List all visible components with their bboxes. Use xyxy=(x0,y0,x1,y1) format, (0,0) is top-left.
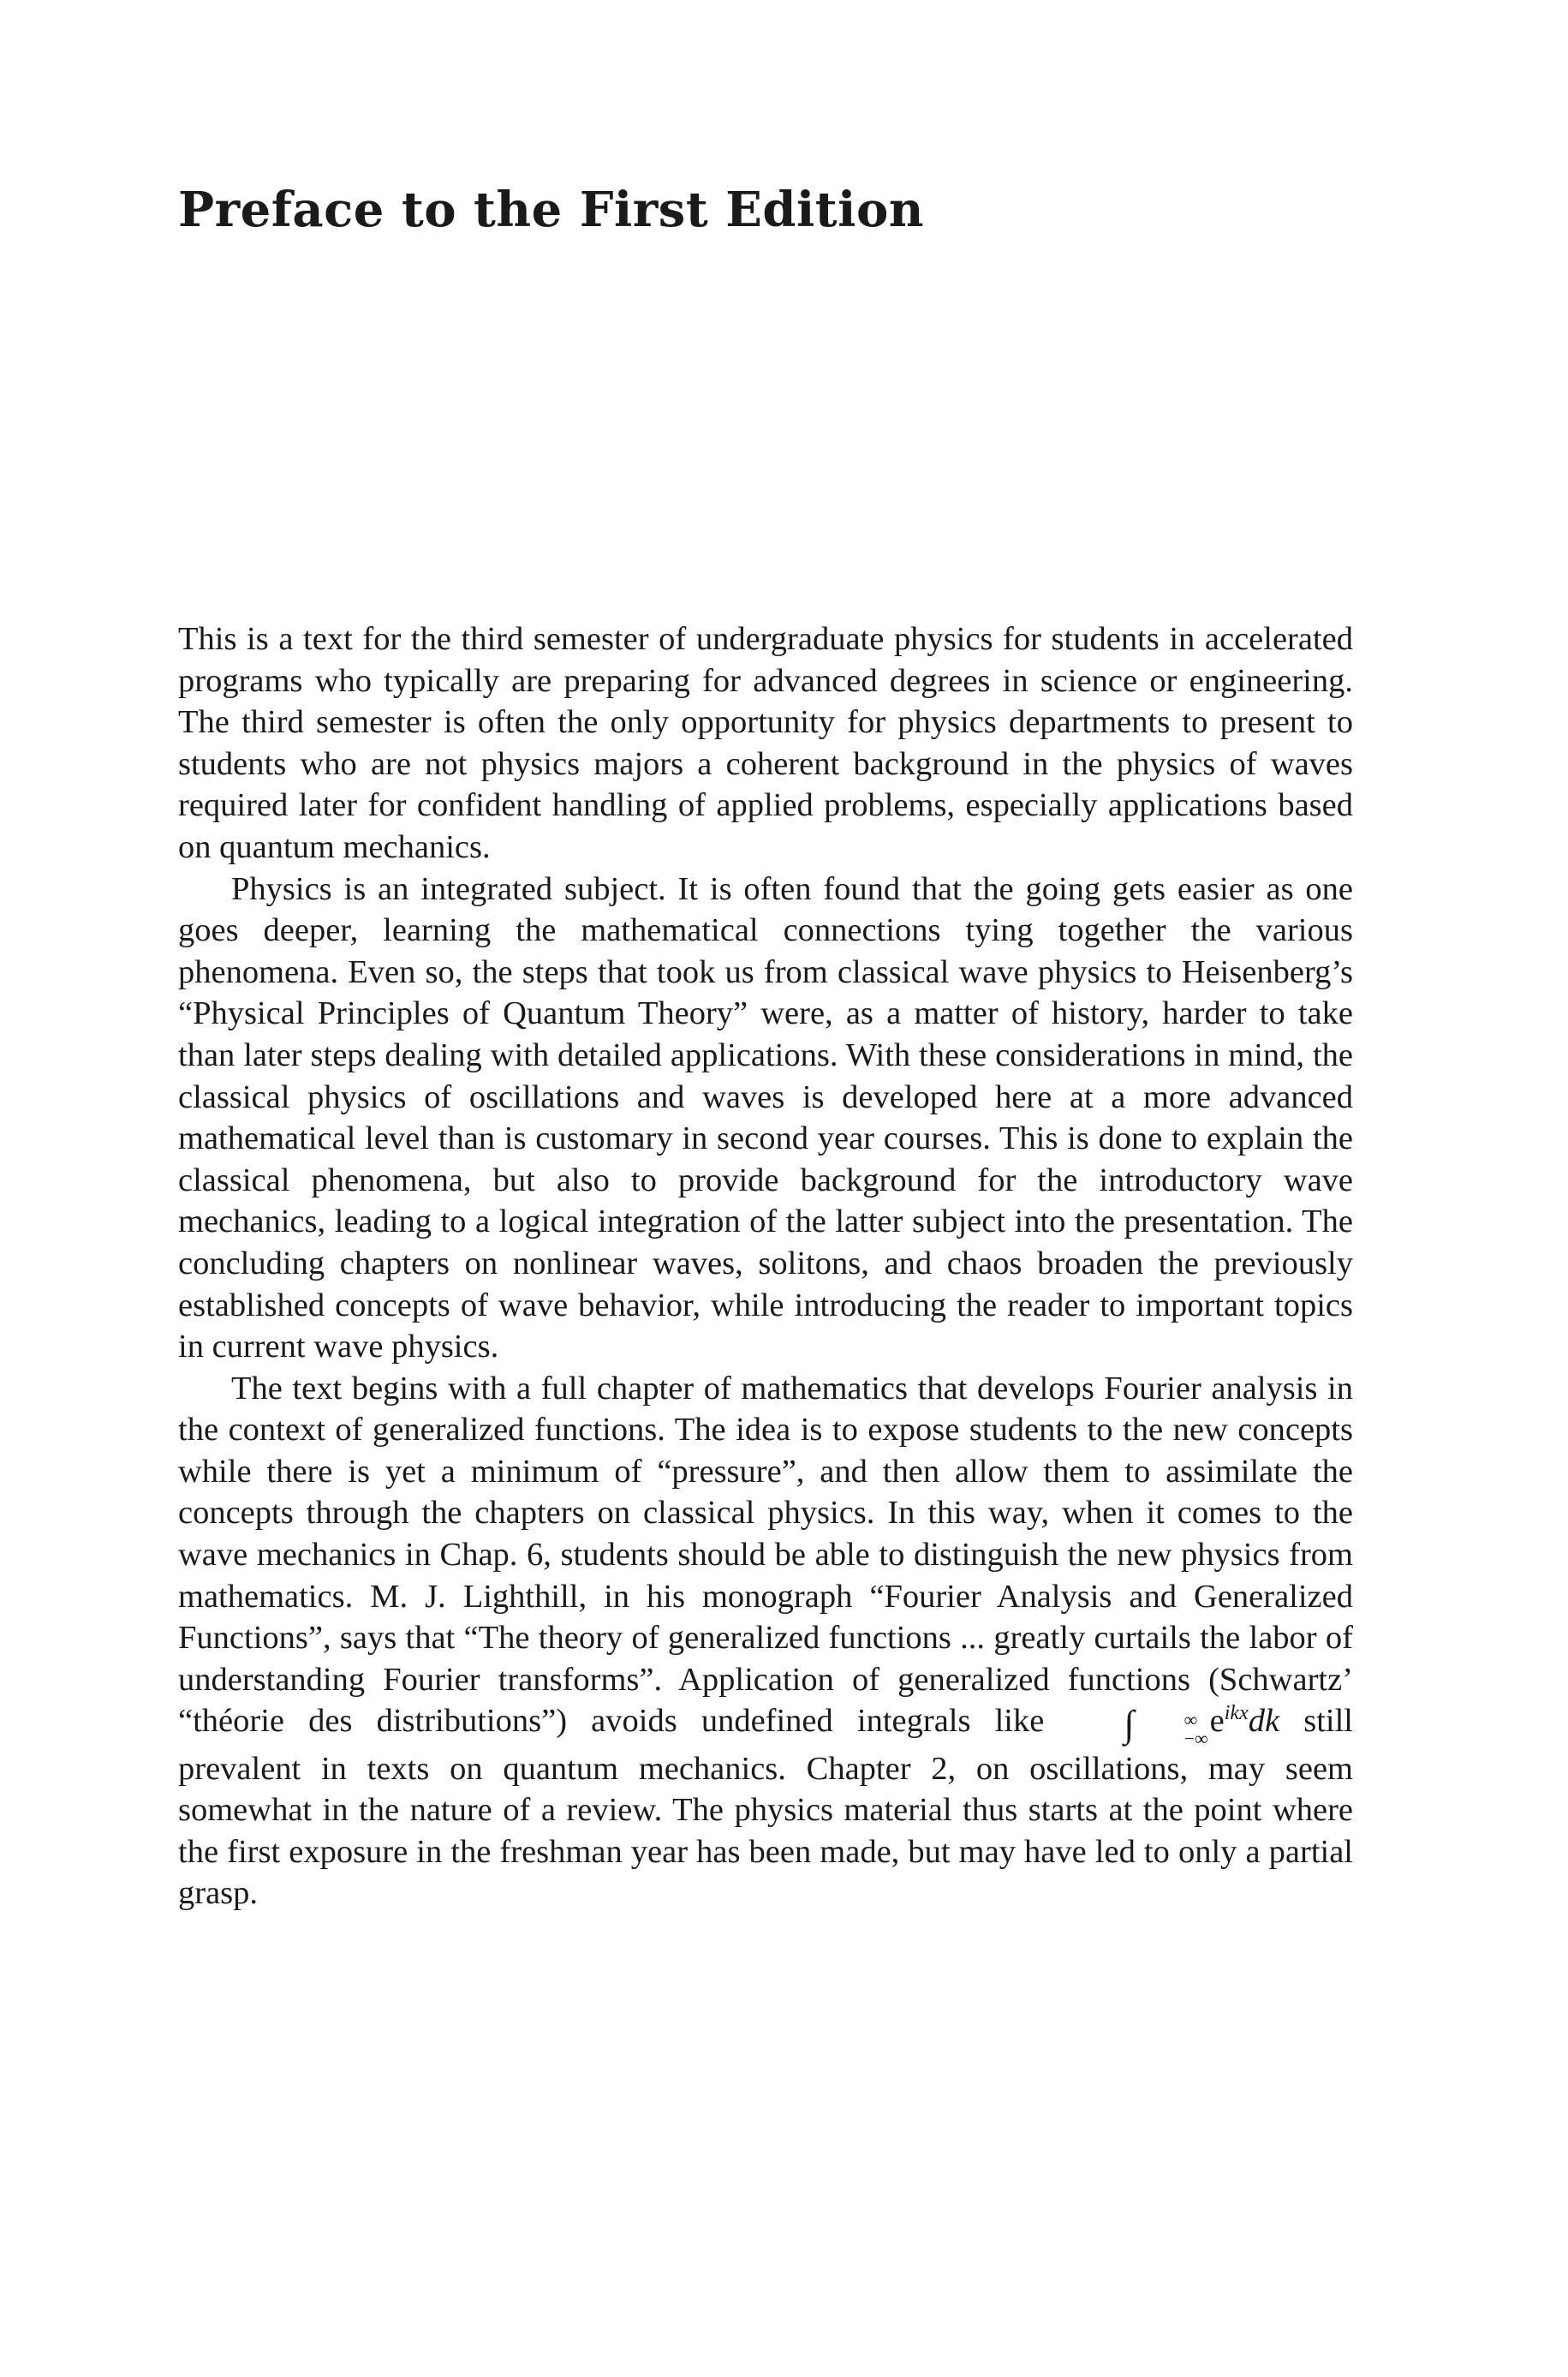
paragraph-3-text-after: still prevalent in texts on quantum mechanics. Chapter 2, on oscillations, may seem somewhat in the nature of a review. The physics material thus starts at the point where the first exposure in the freshman year has been made, but may have led to only a partial grasp. xyxy=(178,1703,1354,1912)
paragraph-3-text-before: The text begins with a full chapter of mathematics that develops Fourier analysis in the context of generalized functions. The idea is to expose students to the new concepts while there is yet a minimum of “pressure”, and then allow them to assimilate the concepts through the chapters on classical physics. In this way, when it comes to the wave mechanics in Chap. 6, students should be able to distinguish the new physics from mathematics. M. J. Lighthill, in his monograph “Fourier Analysis and Generalized Functions”, says that “The theory of generalized functions ... greatly curtails the labor of understanding Fourier transforms”. Application of generalized functions (Schwartz’ “théorie des distributions”) avoids undefined integrals like xyxy=(178,1370,1353,1740)
integral-differential: dk xyxy=(1248,1703,1280,1740)
integral-sign: ∫ xyxy=(1124,1703,1135,1746)
page-title: Preface to the First Edition xyxy=(178,182,925,238)
preface-body xyxy=(178,618,1353,1914)
integral-limits xyxy=(1131,1708,1208,1749)
paragraph-3 xyxy=(178,1368,1353,1914)
integral-lower-limit: −∞ xyxy=(1183,1727,1208,1749)
integrand-exponent: ikx xyxy=(1224,1702,1249,1725)
paragraph-2: Physics is an integrated subject. It is often found that the going gets easier as one goes deeper, learning the mathematical connections tying together the various phenomena. Even so, the steps that took us from classical wave physics to Heisenberg’s “Physical Principles of Quantum Theory” were, as a matter of history, harder to take than later steps dealing with detailed applications. With these considerations in mind, the classical physics of oscillations and waves is developed here at a more advanced mathematical level than is customary in second year courses. This is done to explain the classical phenomena, but also to provide background for the introductory wave mechanics, leading to a logical integration of the latter subject into the presentation. The concluding chapters on nonlinear waves, solitons, and chaos broaden the previously established concepts of wave behavior, while introducing the reader to important topics in current wave physics. xyxy=(178,870,1353,1365)
paragraph-1: This is a text for the third semester of undergraduate physics for students in accelerated programs who typically are preparing for advanced degrees in science or engineering. The third semester is often the only opportunity for physics departments to present to students who are not physics majors a coherent background in the physics of waves required later for confident handling of applied problems, especially applications based on quantum mechanics. xyxy=(178,621,1353,865)
integral-expression xyxy=(1071,1704,1208,1747)
integral-upper-limit: ∞ xyxy=(1183,1708,1198,1730)
integrand-base: e xyxy=(1209,1703,1225,1740)
